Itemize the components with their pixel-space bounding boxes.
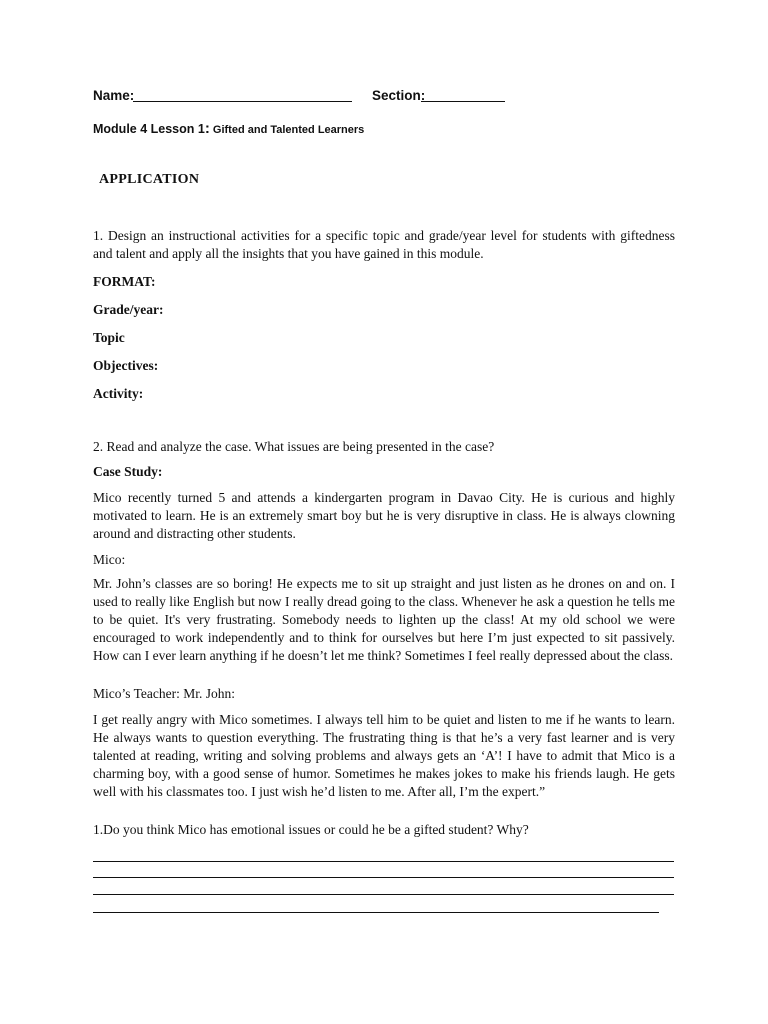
module-main: Module 4 Lesson 1 (93, 122, 205, 136)
item1-text: 1. Design an instructional activities for a specific topic and grade/year level for students with giftedness and talent and apply all the insights that you have gained in this module. (93, 228, 675, 261)
answer-line[interactable] (93, 861, 674, 862)
teacher-label: Mico’s Teacher: Mr. John: (93, 686, 236, 701)
answer-line[interactable] (93, 894, 674, 895)
mico-statement: Mr. John’s classes are so boring! He expects me to sit up straight and just listen as he drones on and on. I used to really like English but now I really dread going to the class. Whenever he ask a question he tells me to be quiet. It's very frustrating. Somebody needs to lighten up the class! At my old school we were encouraged to work independently and to think for ourselves but here I’m just expected to sit passively. How can I ever learn anything if he doesn’t let me think? Sometimes I feel really depressed about the class. (93, 576, 675, 663)
field-topic: Topic (93, 330, 125, 345)
case-intro: Mico recently turned 5 and attends a kindergarten program in Davao City. He is curious and highly motivated to learn. He is an extremely smart boy but he is very disruptive in class. He is always clowning around and distracting other students. (93, 490, 675, 541)
item2-text: 2. Read and analyze the case. What issues are being presented in the case? (93, 439, 495, 454)
format-label: FORMAT: (93, 274, 156, 289)
answer-line[interactable] (93, 877, 674, 878)
module-colon: : (204, 120, 210, 137)
application-heading: APPLICATION (99, 172, 200, 187)
mico-label: Mico: (93, 552, 126, 567)
name-blank[interactable] (133, 101, 352, 102)
module-title (93, 120, 364, 137)
field-activity: Activity: (93, 386, 144, 401)
answer-line[interactable] (93, 912, 659, 913)
section-blank[interactable] (421, 101, 505, 102)
name-label: Name: (93, 88, 135, 103)
module-subtitle: Gifted and Talented Learners (209, 124, 365, 136)
teacher-statement: I get really angry with Mico sometimes. I always tell him to be quiet and listen to me if he wants to learn. He always wants to question everything. The frustrating thing is that he’s a very fast learner and is very talented at reading, writing and solving problems and always gets an ‘A’! I have to admit that Mico is a charming boy, with a good sense of humor. Sometimes he makes jokes to make his friends laugh. He gets well with his classmates too. I just wish he’d listen to me. After all, I’m the expert.” (93, 712, 675, 799)
header-row (93, 88, 693, 108)
section-label: Section: (372, 88, 426, 103)
question-text: 1.Do you think Mico has emotional issues or could he be a gifted student? Why? (93, 822, 529, 837)
field-grade-year: Grade/year: (93, 302, 164, 317)
field-objectives: Objectives: (93, 358, 159, 373)
case-study-label: Case Study: (93, 464, 163, 479)
